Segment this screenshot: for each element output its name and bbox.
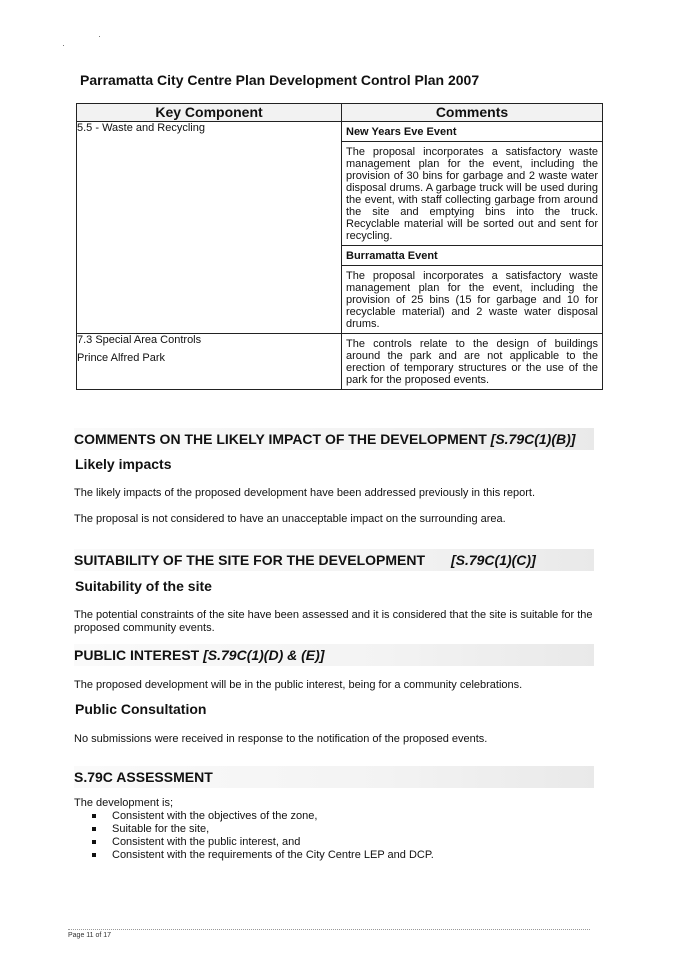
paragraph: The likely impacts of the proposed development have been addressed previously in this report. <box>74 487 536 499</box>
section-heading: PUBLIC INTEREST <box>74 647 200 663</box>
key-component-label: 7.3 Special Area Controls <box>77 334 202 346</box>
subheading-suitability: Suitability of the site <box>75 578 212 594</box>
dcp-compliance-table <box>76 103 603 390</box>
section-banner-assessment <box>74 766 594 788</box>
subheading-likely-impacts: Likely impacts <box>75 456 172 472</box>
list-item: Consistent with the requirements of the City Centre LEP and DCP. <box>92 849 434 862</box>
section-heading: COMMENTS ON THE LIKELY IMPACT OF THE DEVELOPMENT <box>74 431 487 447</box>
table-row <box>77 334 603 390</box>
subheading-public-consultation: Public Consultation <box>75 701 207 717</box>
document-title: Parramatta City Centre Plan Development Control Plan 2007 <box>80 72 480 88</box>
comments-cell <box>342 334 603 390</box>
section-banner-suitability <box>74 549 594 571</box>
key-component-cell <box>77 334 342 390</box>
section-banner-public-interest <box>74 644 594 666</box>
assessment-intro: The development is; <box>74 797 174 809</box>
footer-divider <box>68 929 590 930</box>
section-heading: SUITABILITY OF THE SITE FOR THE DEVELOPMENT <box>74 552 426 568</box>
event-comment: The proposal incorporates a satisfactory waste management plan for the event, including the provision of 25 bins (15 for garbage and 10 for recyclable material) and 2 waste water disposal drums. <box>346 270 598 330</box>
statutory-reference: [S.79C(1)(D) & (E)] <box>203 647 325 663</box>
event-heading: New Years Eve Event <box>342 122 602 142</box>
column-header-key-component: Key Component <box>77 104 342 122</box>
event-heading: Burramatta Event <box>342 246 602 266</box>
list-item: Consistent with the objectives of the zone, <box>92 810 434 823</box>
statutory-reference: [S.79C(1)(C)] <box>450 552 536 568</box>
key-component-label: 5.5 - Waste and Recycling <box>77 122 205 134</box>
statutory-reference: [S.79C(1)(B)] <box>490 431 576 447</box>
comments-cell <box>342 122 603 334</box>
assessment-list <box>92 810 434 862</box>
list-item: Suitable for the site, <box>92 823 434 836</box>
column-header-comments: Comments <box>342 104 603 122</box>
key-component-label: Prince Alfred Park <box>77 352 166 364</box>
paragraph: No submissions were received in response to the notification of the proposed events. <box>74 733 488 745</box>
table-row <box>77 122 603 334</box>
paragraph: The proposed development will be in the public interest, being for a community celebrations. <box>74 679 523 691</box>
key-component-cell <box>77 122 342 334</box>
scan-speck <box>99 36 100 37</box>
event-comment: The proposal incorporates a satisfactory waste management plan for the event, including the provision of 30 bins for garbage and 2 waste water disposal drums. A garbage truck will be used during the event, with staff collecting garbage from around the site and emptying bins into the truck. Recyclable material will be sorted out and sent for recycling. <box>342 142 602 246</box>
section-banner-likely-impact <box>74 428 594 450</box>
paragraph: The proposal is not considered to have an unacceptable impact on the surrounding area. <box>74 513 506 525</box>
scan-speck <box>63 45 64 46</box>
controls-comment: The controls relate to the design of buildings around the park and are not applicable to the erection of temporary structures or the use of the park for the proposed events. <box>346 338 598 386</box>
table-header-row <box>77 104 603 122</box>
page-number: Page 11 of 17 <box>68 932 112 939</box>
paragraph: The potential constraints of the site have been assessed and it is considered that the site is suitable for the proposed community events. <box>74 609 593 634</box>
list-item: Consistent with the public interest, and <box>92 836 434 849</box>
section-heading: S.79C ASSESSMENT <box>74 769 213 785</box>
